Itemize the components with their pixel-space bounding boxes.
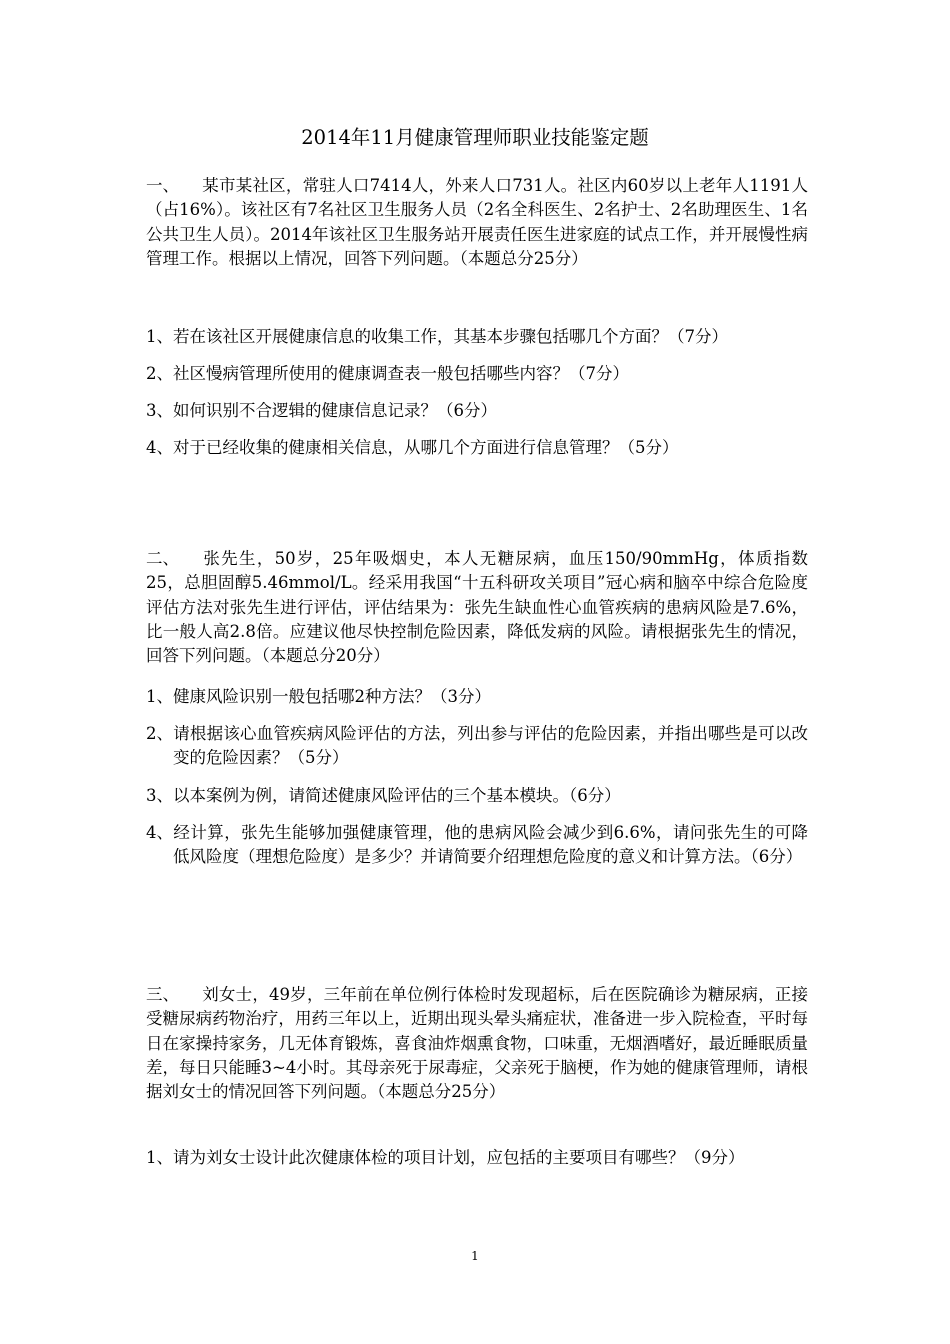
section-2-intro-text: 张先生，50岁，25年吸烟史，本人无糖尿病，血压150/90mmHg，体质指数25，总胆固醇5.46mmol/L。经采用我国“十五科研攻关项目”冠心病和脑卒中综合危险度评估方法对张先生进行评估，评估结果为：张先生缺血性心血管疾病的患病风险是7.6%，比一般人高2.8倍。应建议他尽快控制危险因素，降低发病的风险。请根据张先生的情况，回答下列问题。（本题总分20分） [146, 549, 808, 666]
section-1-number: 一、 [146, 176, 179, 195]
question-number: 1、 [146, 1148, 173, 1167]
page-title: 2014年11月健康管理师职业技能鉴定题 [301, 126, 649, 149]
section-1-question-1 [146, 325, 808, 349]
question-text: 请根据该心血管疾病风险评估的方法，列出参与评估的危险因素，并指出哪些是可以改变的危险因素？（5分） [173, 724, 808, 768]
question-number: 1、 [146, 687, 173, 706]
section-2-intro [146, 547, 808, 668]
section-1-question-3 [146, 399, 808, 423]
question-text: 社区慢病管理所使用的健康调查表一般包括哪些内容？（7分） [173, 364, 629, 383]
section-3-intro [146, 983, 808, 1104]
section-2-question-1 [146, 685, 808, 709]
question-text: 健康风险识别一般包括哪2种方法？（3分） [173, 687, 491, 706]
question-number: 2、 [146, 364, 173, 383]
section-2-question-3 [146, 784, 808, 808]
section-3-number: 三、 [146, 985, 179, 1004]
question-number: 4、 [146, 438, 173, 457]
section-2-question-4 [146, 821, 808, 870]
section-1-intro-text: 某市某社区，常驻人口7414人，外来人口731人。社区内60岁以上老年人1191人（占16%）。该社区有7名社区卫生服务人员（2名全科医生、2名护士、2名助理医生、1名公共卫生人员）。2014年该社区卫生服务站开展责任医生进家庭的试点工作，并开展慢性病管理工作。根据以上情况，回答下列问题。（本题总分25分） [146, 176, 808, 268]
question-number: 3、 [146, 401, 173, 420]
section-1-intro [146, 174, 808, 271]
question-text: 经计算，张先生能够加强健康管理，他的患病风险会减少到6.6%，请问张先生的可降低风险度（理想危险度）是多少？并请简要介绍理想危险度的意义和计算方法。（6分） [173, 823, 808, 867]
question-text: 如何识别不合逻辑的健康信息记录？（6分） [173, 401, 497, 420]
question-number: 4、 [146, 823, 173, 842]
question-text: 若在该社区开展健康信息的收集工作，其基本步骤包括哪几个方面？（7分） [173, 327, 728, 346]
question-text: 请为刘女士设计此次健康体检的项目计划，应包括的主要项目有哪些？（9分） [173, 1148, 745, 1167]
question-number: 3、 [146, 786, 173, 805]
section-2-number: 二、 [146, 549, 179, 568]
section-1-question-2 [146, 362, 808, 386]
page-number: 1 [471, 1249, 479, 1263]
section-1-question-4 [146, 436, 808, 460]
question-text: 以本案例为例，请简述健康风险评估的三个基本模块。（6分） [173, 786, 621, 805]
section-3-intro-text: 刘女士，49岁，三年前在单位例行体检时发现超标，后在医院确诊为糖尿病，正接受糖尿病药物治疗，用药三年以上，近期出现头晕头痛症状，准备进一步入院检查，平时每日在家操持家务，几无体育锻炼，喜食油炸烟熏食物，口味重，无烟酒嗜好，最近睡眠质量差，每日只能睡3~4小时。其母亲死于尿毒症，父亲死于脑梗，作为她的健康管理师，请根据刘女士的情况回答下列问题。（本题总分25分） [146, 985, 808, 1102]
question-text: 对于已经收集的健康相关信息，从哪几个方面进行信息管理？（5分） [173, 438, 679, 457]
section-3-question-1 [146, 1146, 808, 1170]
section-2-question-2 [146, 722, 808, 771]
question-number: 1、 [146, 327, 173, 346]
question-number: 2、 [146, 724, 173, 743]
